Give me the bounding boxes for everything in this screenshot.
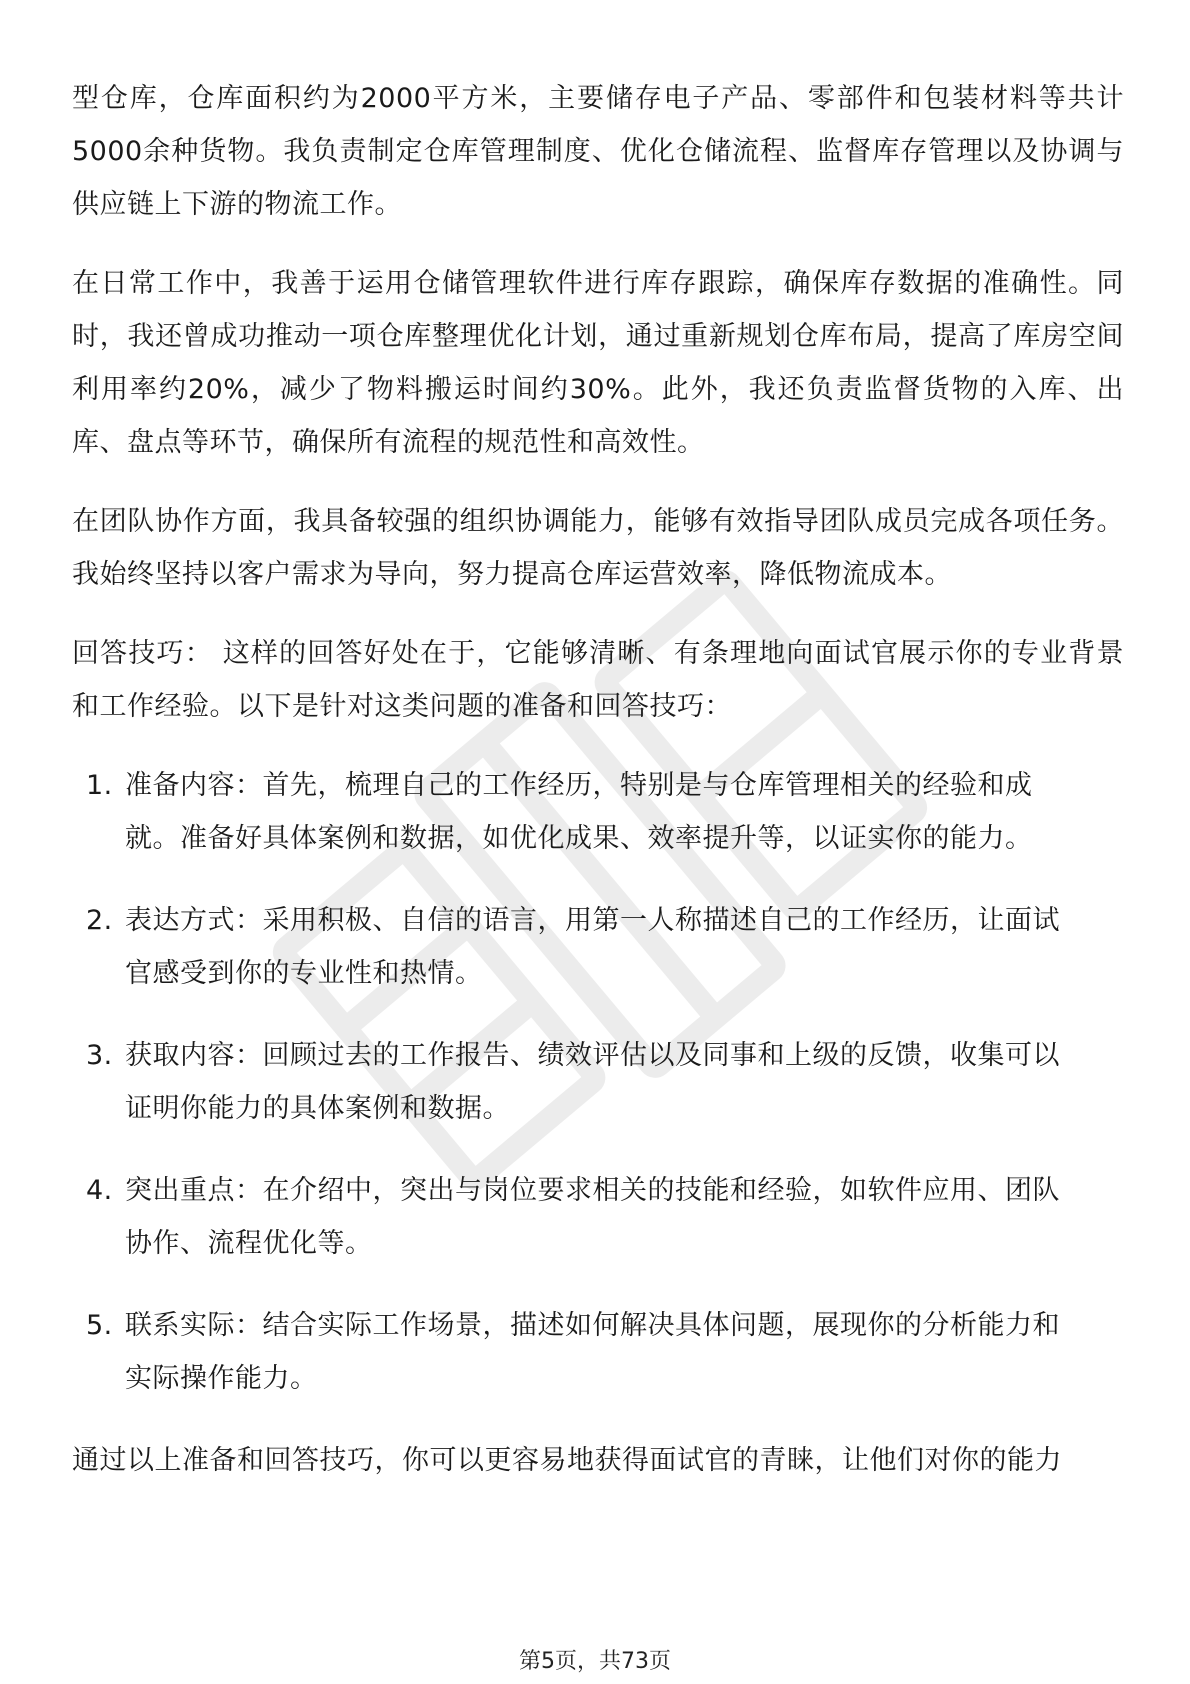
list-item-number: 2. bbox=[86, 905, 113, 936]
list-item-text: 联系实际：结合实际工作场景，描述如何解决具体问题，展现你的分析能力和实际操作能力。 bbox=[125, 1310, 1060, 1394]
list-item bbox=[72, 759, 1124, 865]
list-item bbox=[72, 894, 1124, 1000]
paragraph-daily-work: 在日常工作中，我善于运用仓储管理软件进行库存跟踪，确保库存数据的准确性。同时，我还曾成功推动一项仓库整理优化计划，通过重新规划仓库布局，提高了库房空间利用率约20%，减少了物料搬运时间约30%。此外，我还负责监督货物的入库、出库、盘点等环节，确保所有流程的规范性和高效性。 bbox=[72, 268, 1124, 458]
paragraph-closing: 通过以上准备和回答技巧，你可以更容易地获得面试官的青睐，让他们对你的能力 bbox=[72, 1445, 1062, 1476]
paragraph-answer-tips: 回答技巧： 这样的回答好处在于，它能够清晰、有条理地向面试官展示你的专业背景和工作经验。以下是针对这类问题的准备和回答技巧： bbox=[72, 638, 1124, 722]
list-item-text: 突出重点：在介绍中，突出与岗位要求相关的技能和经验，如软件应用、团队协作、流程优化等。 bbox=[125, 1175, 1060, 1259]
document-body bbox=[72, 72, 1124, 1513]
list-item-text: 表达方式：采用积极、自信的语言，用第一人称描述自己的工作经历，让面试官感受到你的专业性和热情。 bbox=[125, 905, 1060, 989]
list-item bbox=[72, 1299, 1124, 1405]
list-item-text: 准备内容：首先，梳理自己的工作经历，特别是与仓库管理相关的经验和成就。准备好具体案例和数据，如优化成果、效率提升等，以证实你的能力。 bbox=[125, 770, 1033, 854]
list-item bbox=[72, 1029, 1124, 1135]
list-item-number: 1. bbox=[86, 770, 113, 801]
page-number-footer: 第5页，共73页 bbox=[519, 1649, 671, 1674]
list-item bbox=[72, 1164, 1124, 1270]
list-item-text: 获取内容：回顾过去的工作报告、绩效评估以及同事和上级的反馈，收集可以证明你能力的具体案例和数据。 bbox=[125, 1040, 1060, 1124]
list-item-number: 5. bbox=[86, 1310, 113, 1341]
list-item-number: 4. bbox=[86, 1175, 113, 1206]
paragraph-intro-continued: 型仓库，仓库面积约为2000平方米，主要储存电子产品、零部件和包装材料等共计5000余种货物。我负责制定仓库管理制度、优化仓储流程、监督库存管理以及协调与供应链上下游的物流工作。 bbox=[72, 83, 1124, 220]
paragraph-teamwork: 在团队协作方面，我具备较强的组织协调能力，能够有效指导团队成员完成各项任务。我始终坚持以客户需求为导向，努力提高仓库运营效率，降低物流成本。 bbox=[72, 506, 1124, 590]
list-item-number: 3. bbox=[86, 1040, 113, 1071]
tips-list bbox=[72, 759, 1124, 1405]
